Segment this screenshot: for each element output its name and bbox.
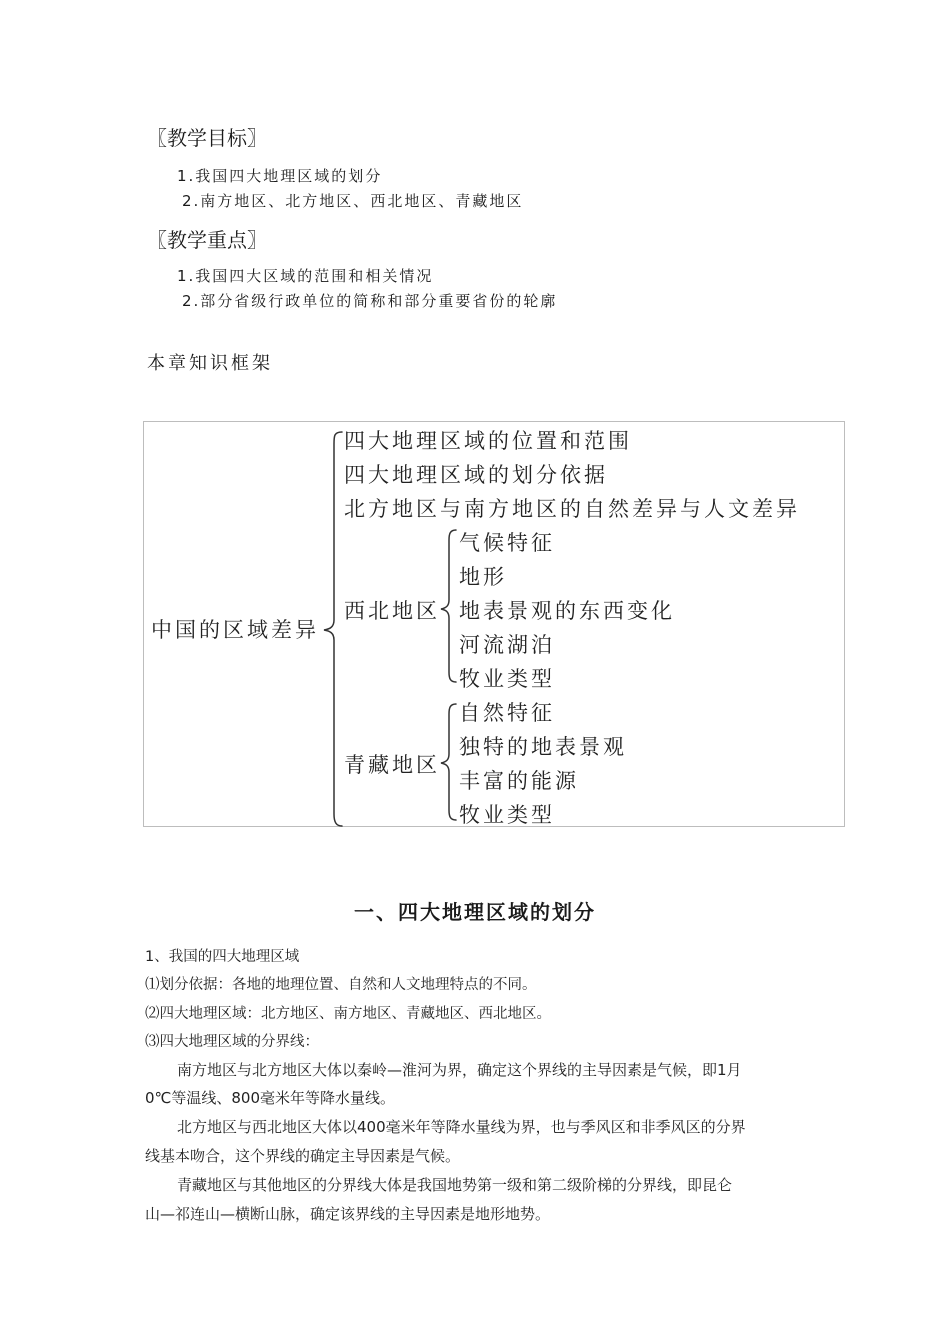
framework-branch: 四大地理区域的划分依据 <box>344 463 608 487</box>
teaching-goals-heading: 〖教学目标〗 <box>147 126 267 150</box>
section-title: 一、四大地理区域的划分 <box>354 900 596 924</box>
northwest-item: 地表景观的东西变化 <box>459 599 675 623</box>
knowledge-framework-diagram <box>143 421 845 827</box>
paragraph-line: 山—祁连山—横断山脉，确定该界线的主导因素是地形地势。 <box>145 1205 551 1223</box>
keypoint-item-1: 1.我国四大区域的范围和相关情况 <box>177 267 434 285</box>
body-line: ⑴划分依据：各地的地理位置、自然和人文地理特点的不同。 <box>145 977 537 993</box>
northwest-brace <box>441 530 456 682</box>
paragraph-line: 北方地区与西北地区大体以400毫米年等降水量线为界，也与季风区和非季风区的分界 <box>177 1118 746 1136</box>
northwest-item: 地形 <box>459 565 507 589</box>
qingzang-item: 丰富的能源 <box>459 769 579 793</box>
paragraph-line: 线基本吻合，这个界线的确定主导因素是气候。 <box>145 1147 461 1165</box>
goal-item-2: 2.南方地区、北方地区、西北地区、青藏地区 <box>182 192 524 210</box>
goal-item-1: 1.我国四大地理区域的划分 <box>177 167 383 185</box>
qingzang-item: 牧业类型 <box>459 803 555 827</box>
qingzang-item: 独特的地表景观 <box>459 735 627 759</box>
keypoint-item-2: 2.部分省级行政单位的简称和部分重要省份的轮廓 <box>182 292 558 310</box>
northwest-label: 西北地区 <box>344 599 440 623</box>
teaching-keypoints-heading: 〖教学重点〗 <box>147 228 267 252</box>
paragraph-line: 南方地区与北方地区大体以秦岭—淮河为界，确定这个界线的主导因素是气候，即1月 <box>177 1061 742 1079</box>
northwest-item: 牧业类型 <box>459 667 555 691</box>
main-brace <box>324 432 342 826</box>
qingzang-item: 自然特征 <box>459 701 555 725</box>
paragraph-line: 0℃等温线、800毫米年等降水量线。 <box>145 1089 396 1107</box>
northwest-item: 气候特征 <box>459 531 555 555</box>
body-line: ⑵四大地理区域：北方地区、南方地区、青藏地区、西北地区。 <box>145 1006 551 1022</box>
body-line: ⑶四大地理区域的分界线： <box>145 1034 319 1050</box>
qingzang-brace <box>441 704 456 820</box>
northwest-item: 河流湖泊 <box>459 633 555 657</box>
framework-title: 本章知识框架 <box>147 353 273 374</box>
qingzang-label: 青藏地区 <box>344 753 440 777</box>
framework-root: 中国的区域差异 <box>151 618 319 642</box>
framework-branch: 四大地理区域的位置和范围 <box>344 429 632 453</box>
body-line: 1、我国的四大地理区域 <box>145 949 300 965</box>
paragraph-line: 青藏地区与其他地区的分界线大体是我国地势第一级和第二级阶梯的分界线，即昆仑 <box>177 1176 733 1194</box>
framework-branch: 北方地区与南方地区的自然差异与人文差异 <box>344 497 800 521</box>
